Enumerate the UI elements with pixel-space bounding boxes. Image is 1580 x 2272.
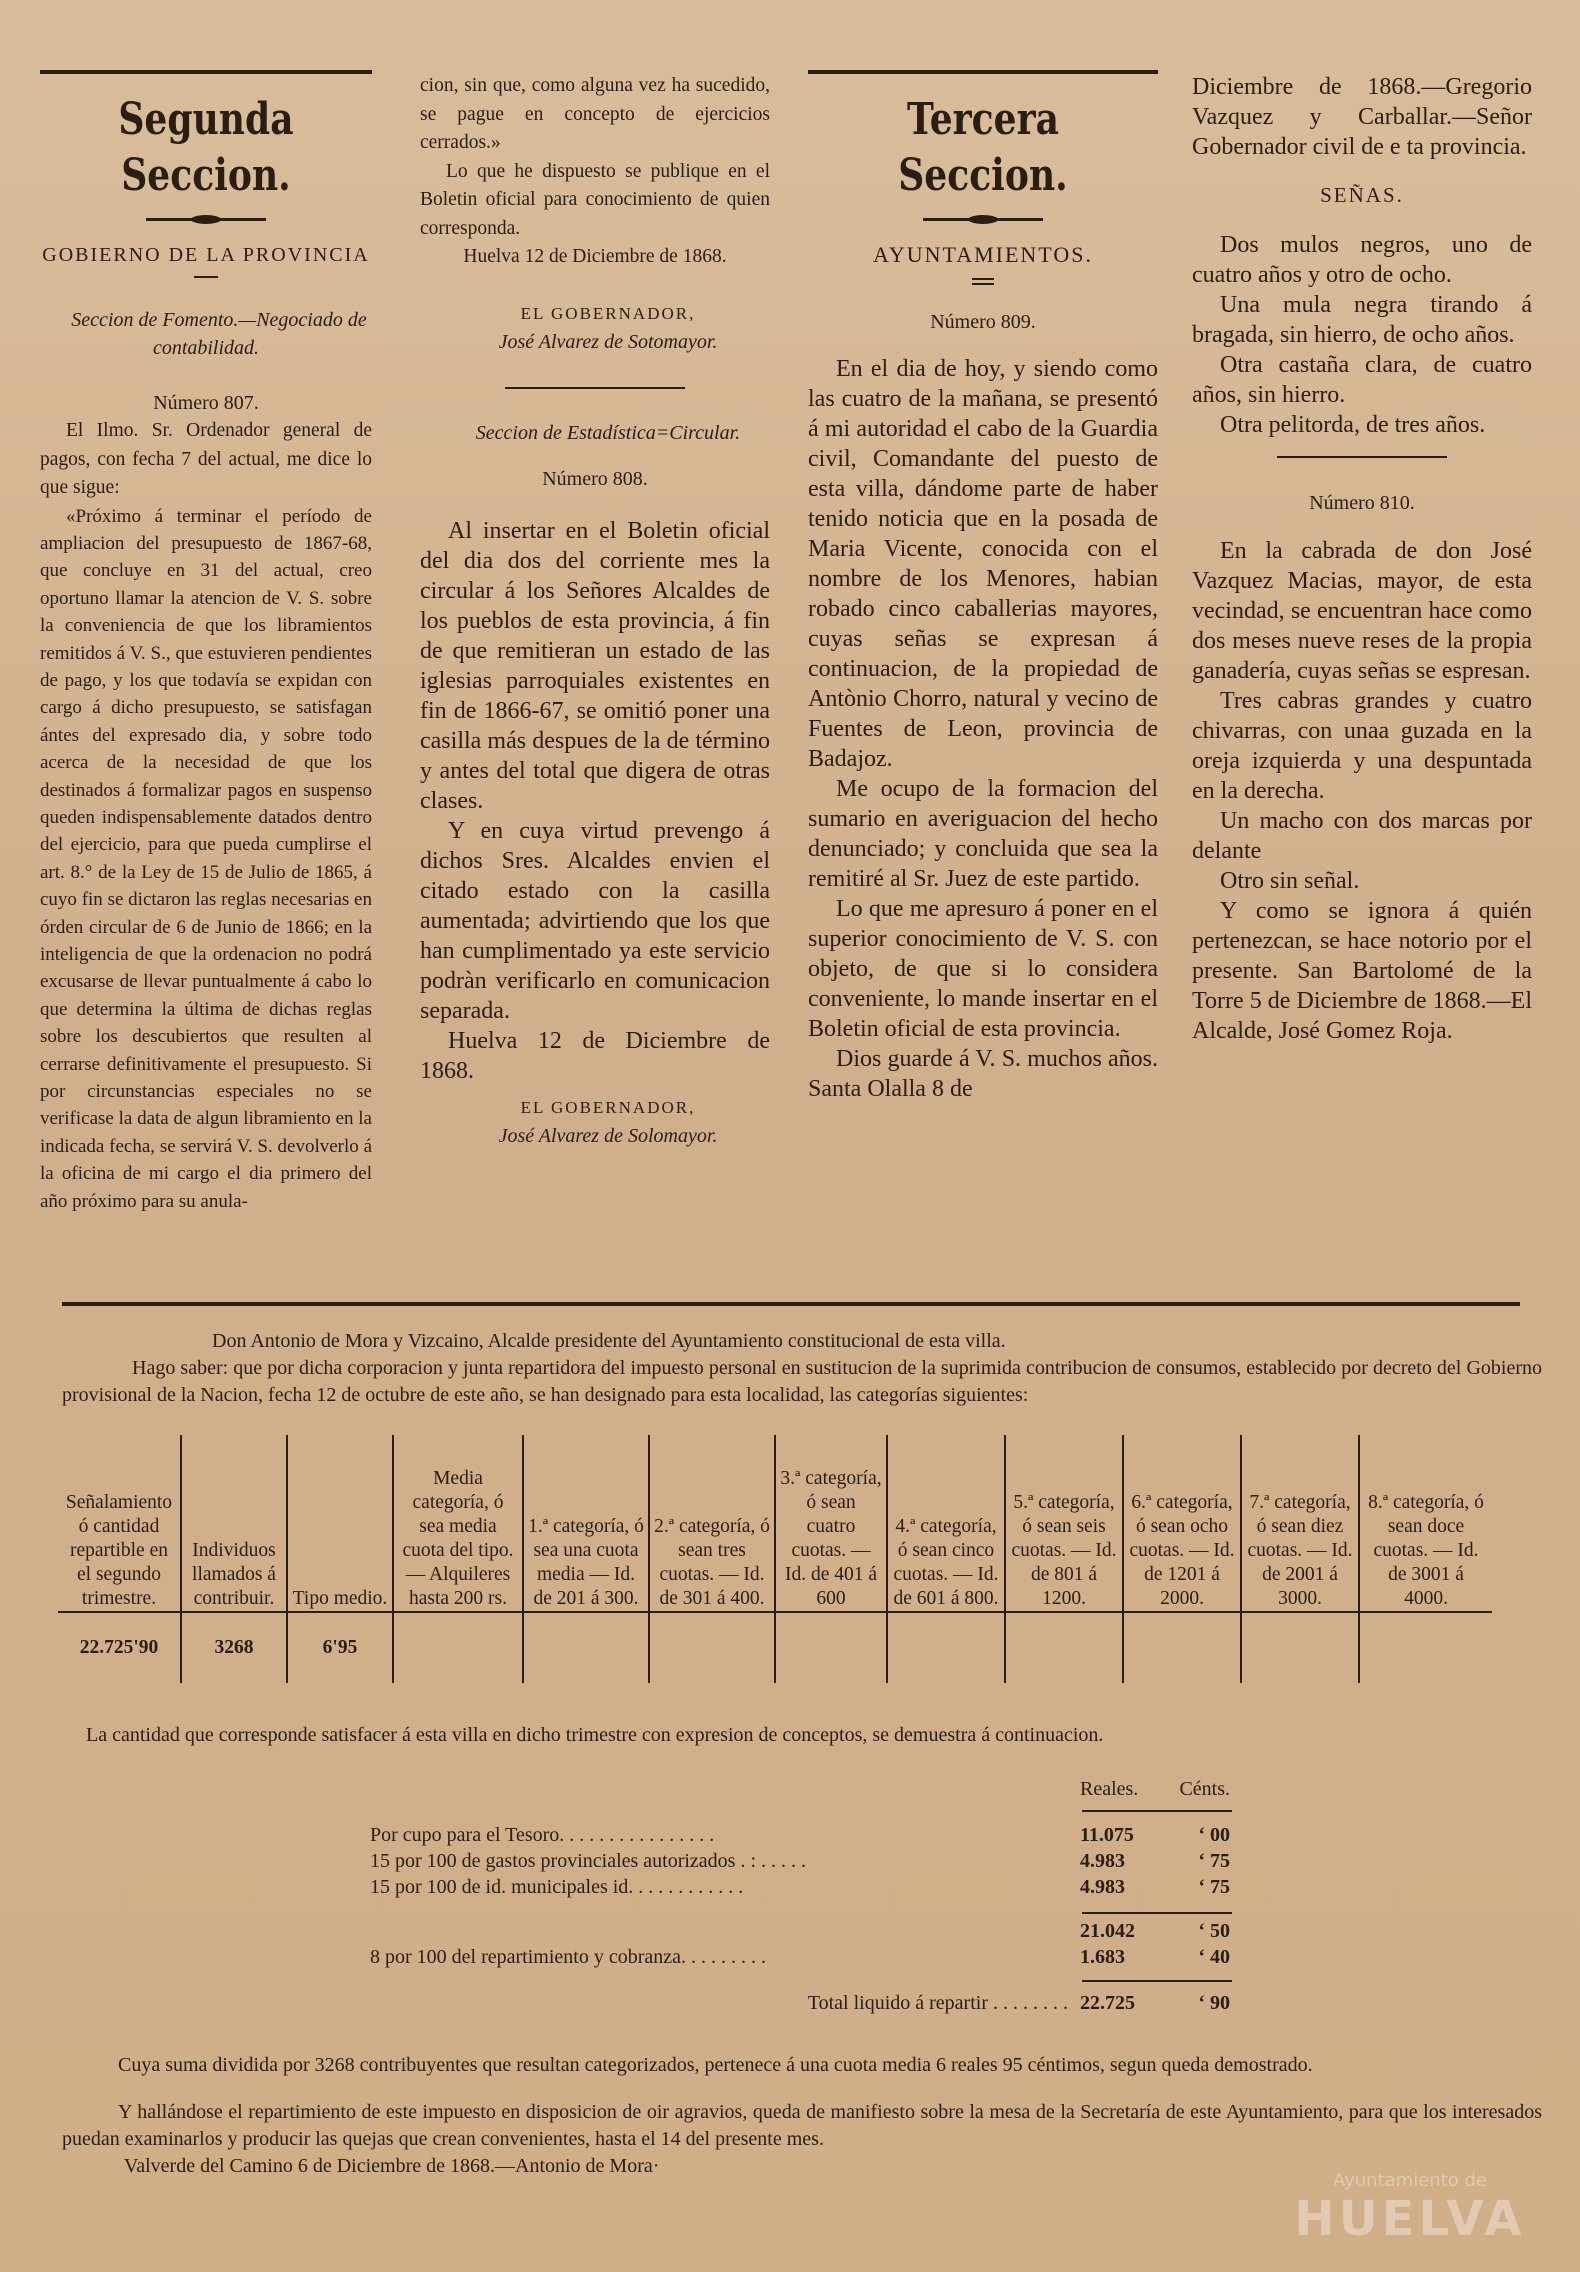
- ledger: [370, 1776, 1230, 2016]
- ornament-divider: [923, 218, 1043, 221]
- paragraph: Y en cuya virtud prevengo á dichos Sres. Alcaldes envien el citado estado con la casilla aumentada; advirtiendo que los que han cumplimentado ya este servicio podràn verificarlo en comunicacion separada.: [420, 817, 770, 1024]
- paragraph: Tres cabras grandes y cuatro chivarras, con unaa guzada en la oreja izquierda y una despuntada en la derecha.: [1192, 688, 1532, 804]
- table-row: [58, 1612, 1492, 1683]
- paragraph: «Próximo á terminar el período de ampliacion del presupuesto de 1867-68, que concluye en 31 del actual, creo oportuno llamar la atencion de V. S. sobre la conveniencia de que los libramientos remitidos á V. S., que estuvieren pendientes de pago, y los que todavía se expidan con cargo á dicho presupuesto, se satisfagan ántes del expresado dia, y sobre todo acerca de la necesidad de que los destinados á formalizar pagos en suspenso queden indispensablemente datados dentro del ejercicio, para que pueda cumplirse el art. 8.° de la Ley de 15 de Julio de 1865, á cuyo fin se dictaron las reglas necesarias en órden circular de 6 de Junio de 1866; en la inteligencia de que la ordenacion no podrá excusarse de llevar puntualmente á cabo lo que determina la última de dichas reglas sobre los descubiertos que resulten al cerrarse definitivamente el presupuesto. Si por circunstancias especiales no se verificase la data de algun libramiento en la indicada fecha, se servirá V. S. devolverlo á la oficina de mi cargo el dia primero del año próximo para su anula-: [40, 505, 372, 1212]
- table-header: 5.ª categoría, ó sean seis cuotas. — Id. de 801 á 1200.: [1005, 1435, 1123, 1612]
- paragraph: Y como se ignora á quién pertenezcan, se hace notorio por el presente. San Bartolomé de la Torre 5 de Diciembre de 1868.—El Alcalde, José Gomez Roja.: [1192, 898, 1532, 1044]
- signs-heading: SEÑAS.: [1320, 183, 1404, 207]
- huelva-watermark: [1290, 2170, 1530, 2247]
- double-dash: [972, 278, 994, 280]
- table-header: 6.ª categoría, ó sean ocho cuotas. — Id. de 1201 á 2000.: [1123, 1435, 1241, 1612]
- table-header: Señalamiento ó cantidad repartible en el segundo trimestre.: [58, 1435, 181, 1612]
- table-cell: [523, 1612, 649, 1683]
- notice-signature: Valverde del Camino 6 de Diciembre de 1868.—Antonio de Mora·: [124, 2155, 660, 2177]
- ledger-label: 15 por 100 de gastos provinciales autorizados . : . . . . .: [370, 1850, 807, 1872]
- notice-closing: [62, 2052, 1542, 2180]
- table-header: 2.ª categoría, ó sean tres cuotas. — Id. de 301 á 400.: [649, 1435, 775, 1612]
- paragraph: cion, sin que, como alguna vez ha sucedido, se pague en concepto de ejercicios cerrados.»: [420, 75, 770, 153]
- divider: [1277, 456, 1447, 458]
- table-header: 8.ª categoría, ó sean doce cuotas. — Id. de 3001 á 4000.: [1359, 1435, 1492, 1612]
- notice-line: La cantidad que corresponde satisfacer á esta villa en dicho trimestre con expresion de conceptos, se demuestra á continuacion.: [86, 1724, 1104, 1746]
- signature-title: EL GOBERNADOR,: [520, 1097, 696, 1117]
- paragraph: Otro sin señal.: [1220, 868, 1360, 894]
- ledger-row: 8 por 100 del repartimiento y cobranza. . . . . . . . . 1.683 ‘ 40: [370, 1946, 1230, 1968]
- ledger-row: 15 por 100 de id. municipales id. . . . . . . . . . . . 4.983 ‘ 75: [370, 1876, 1230, 1898]
- ledger-row: 15 por 100 de gastos provinciales autorizados . : . . . . . 4.983 ‘ 75: [370, 1850, 1230, 1872]
- article-number: Número 807.: [153, 391, 259, 414]
- article-number: Número 809.: [930, 310, 1036, 333]
- paragraph: Un macho con dos marcas por delante: [1192, 808, 1532, 864]
- paragraph: En la cabrada de don José Vazquez Macias, mayor, de esta vecindad, se encuentran hace como dos meses nueve reses de la propia ganadería, cuyas señas se espresan.: [1192, 538, 1532, 684]
- top-rule: [40, 70, 372, 74]
- paragraph: En el dia de hoy, y siendo como las cuatro de la mañana, se presentó á mi autoridad el cabo de la Guardia civil, Comandante del puesto de esta villa, dándome parte de haber tenido noticia que en la posada de Maria Vicente, conocida con el nombre de los Menores, habian robado cinco caballerias mayores, cuyas señas se expresan á continuacion, de la propiedad de Antònio Chorro, natural y vecino de Fuentes de Leon, provincia de Badajoz.: [808, 356, 1158, 772]
- table-header: Media categoría, ó sea media cuota del tipo. — Alquileres hasta 200 rs.: [393, 1435, 523, 1612]
- column-3: [808, 70, 1158, 1104]
- ledger-reales: 4.983: [1080, 1876, 1125, 1898]
- column-1: [40, 70, 372, 1215]
- table-header: Individuos llamados á contribuir.: [181, 1435, 287, 1612]
- horizontal-rule: [62, 1302, 1520, 1306]
- table-cell: [1241, 1612, 1359, 1683]
- ledger-total: Total liquido á repartir . . . . . . . . 22.725 ‘ 90: [807, 1992, 1230, 2014]
- signature-name: José Alvarez de Solomayor.: [498, 1125, 718, 1147]
- table-cell: [775, 1612, 887, 1683]
- ledger-col-reales: Reales.: [1080, 1778, 1139, 1800]
- ledger-cents: 40: [1210, 1946, 1230, 1968]
- divider: [505, 387, 685, 389]
- notice-line-block: [62, 1722, 1542, 1749]
- table-cell: 6'95: [287, 1612, 393, 1683]
- watermark-top: Ayuntamiento de: [1333, 2170, 1487, 2191]
- table-cell: [887, 1612, 1005, 1683]
- ledger-label: 8 por 100 del repartimiento y cobranza. . . . . . . . .: [370, 1946, 766, 1968]
- subsection-heading: Seccion de Fomento.—Negociado de contabilidad.: [71, 308, 367, 359]
- watermark-main: HUELVA: [1294, 2191, 1526, 2247]
- signature-title: EL GOBERNADOR,: [520, 303, 696, 323]
- paragraph: Al insertar en el Boletin oficial del dia dos del corriente mes la circular á los Señores Alcaldes de los pueblos de esta provincia, á fin de que remitieran un estado de las iglesias parroquiales existentes en fin de 1866-67, se omitió poner una casilla más despues de la de término y antes del total que digera de otras clases.: [420, 517, 770, 814]
- ledger-row: Por cupo para el Tesoro. . . . . . . . . . . . . . . . 11.075 ‘ 00: [370, 1824, 1230, 1846]
- article-number: Número 810.: [1309, 492, 1415, 514]
- table-cell: [393, 1612, 523, 1683]
- ledger-label: 15 por 100 de id. municipales id. . . . . . . . . . . .: [370, 1876, 744, 1898]
- table-cell: [1005, 1612, 1123, 1683]
- ledger-subtotal: 21.042 ‘ 50: [1080, 1920, 1230, 1942]
- column-2: [420, 72, 770, 1151]
- table-header-row: [58, 1435, 1492, 1612]
- paragraph: Lo que me apresuro á poner en el superior conocimiento de V. S. con objeto, de que si lo considera conveniente, lo mande insertar en el Boletin oficial de esta provincia.: [808, 896, 1158, 1042]
- ledger-cents: 00: [1210, 1824, 1230, 1846]
- categories-table: [58, 1435, 1492, 1683]
- section-title: Tercera Seccion.: [898, 94, 1068, 201]
- section-title: Segunda Seccion.: [118, 94, 294, 201]
- paragraph: El Ilmo. Sr. Ordenador general de pagos, con fecha 7 del actual, me dice lo que sigue:: [40, 420, 372, 498]
- section-subtitle: AYUNTAMIENTOS.: [873, 242, 1093, 267]
- paragraph: Dios guarde á V. S. muchos años. Santa Olalla 8 de: [808, 1046, 1158, 1102]
- table-cell: [649, 1612, 775, 1683]
- ledger-rule: [1082, 1810, 1232, 1812]
- ledger-reales: 11.075: [1080, 1824, 1134, 1846]
- table-header: Tipo medio.: [287, 1435, 393, 1612]
- table-cell: [1123, 1612, 1241, 1683]
- section-subtitle: GOBIERNO DE LA PROVINCIA: [42, 244, 370, 266]
- notice-line: Hago saber: que por dicha corporacion y junta repartidora del impuesto personal en sustitucion de la suprimida contribucion de consumos, establecido por decreto del Gobierno provisional de la Nacion, fecha 12 de octubre de este año, se han designado para esta localidad, las categorías siguientes:: [62, 1357, 1542, 1406]
- ledger-label: Por cupo para el Tesoro. . . . . . . . . . . . . . . .: [370, 1824, 715, 1846]
- short-dash: [194, 276, 218, 278]
- notice-line: Y hallándose el repartimiento de este impuesto en disposicion de oir agravios, queda de manifiesto sobre la mesa de la Secretaría de este Ayuntamiento, para que los interesados puedan examinarlos y producir las quejas que crean convenientes, hasta el 14 del presente mes.: [62, 2101, 1542, 2150]
- ledger-col-cents: Cénts.: [1179, 1778, 1230, 1800]
- ledger-label: Total liquido á repartir . . . . . . . .: [807, 1992, 1068, 2014]
- paragraph: Diciembre de 1868.—Gregorio Vazquez y Carballar.—Señor Gobernador civil de e ta provincia.: [1192, 74, 1532, 160]
- date-line: Huelva 12 de Diciembre de 1868.: [463, 246, 727, 267]
- notice-line: Cuya suma dividida por 3268 contribuyentes que resultan categorizados, pertenece á una cuota media 6 reales 95 céntimos, segun queda demostrado.: [118, 2054, 1313, 2076]
- notice-intro: [62, 1328, 1542, 1409]
- paragraph: Una mula negra tirando á bragada, sin hierro, de ocho años.: [1192, 292, 1532, 348]
- table-cell: [1359, 1612, 1492, 1683]
- article-number: Número 808.: [542, 468, 648, 490]
- paragraph: Dos mulos negros, uno de cuatro años y otro de ocho.: [1192, 232, 1532, 288]
- column-4: [1192, 72, 1532, 1046]
- ledger-reales: 22.725: [1080, 1992, 1135, 2014]
- table-header: 3.ª categoría, ó sean cuatro cuotas. — Id. de 401 á 600: [775, 1435, 887, 1612]
- ledger-header: [370, 1776, 1230, 1802]
- paragraph: Otra castaña clara, de cuatro años, sin hierro.: [1192, 352, 1532, 408]
- subsection-heading: Seccion de Estadística=Circular.: [475, 421, 741, 444]
- ledger-rule: [1082, 1912, 1232, 1914]
- date-line: Huelva 12 de Diciembre de 1868.: [420, 1027, 770, 1084]
- ledger-cents: 75: [1210, 1850, 1230, 1872]
- ornament-divider: [146, 218, 266, 221]
- table-header: 1.ª categoría, ó sea una cuota media — Id. de 201 á 300.: [523, 1435, 649, 1612]
- paragraph: Lo que he dispuesto se publique en el Boletin oficial para conocimiento de quien corresponda.: [420, 160, 770, 239]
- top-rule: [808, 70, 1158, 74]
- ledger-reales: 4.983: [1080, 1850, 1125, 1872]
- ledger-reales: 21.042: [1080, 1920, 1135, 1942]
- ledger-rule: [1082, 1980, 1232, 1982]
- signature-name: José Alvarez de Sotomayor.: [498, 331, 718, 353]
- notice-line: Don Antonio de Mora y Vizcaino, Alcalde presidente del Ayuntamiento constitucional de esta villa.: [212, 1330, 1006, 1352]
- table-header: 4.ª categoría, ó sean cinco cuotas. — Id. de 601 á 800.: [887, 1435, 1005, 1612]
- table-cell: 3268: [181, 1612, 287, 1683]
- paragraph: Otra pelitorda, de tres años.: [1220, 412, 1486, 438]
- ledger-cents: 90: [1210, 1992, 1230, 2014]
- table-header: 7.ª categoría, ó sean diez cuotas. — Id. de 2001 á 3000.: [1241, 1435, 1359, 1612]
- table-cell: 22.725'90: [79, 1637, 159, 1658]
- paragraph: Me ocupo de la formacion del sumario en averiguacion del hecho denunciado; y concluida que sea la remitiré al Sr. Juez de este partido.: [808, 776, 1158, 892]
- ledger-reales: 1.683: [1080, 1946, 1125, 1968]
- ledger-cents: 50: [1210, 1920, 1230, 1942]
- ledger-cents: 75: [1210, 1876, 1230, 1898]
